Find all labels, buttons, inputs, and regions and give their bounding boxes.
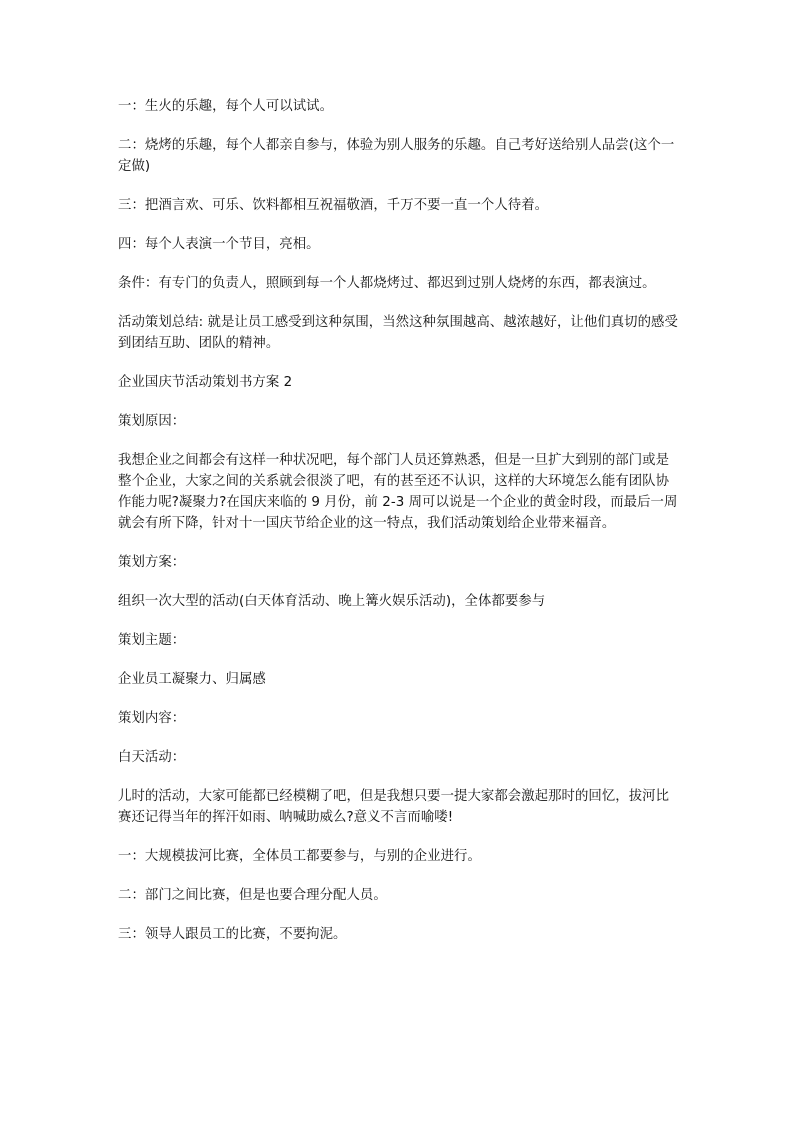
paragraph-bbq-fun: 二：烧烤的乐趣，每个人都亲自参与，体验为别人服务的乐趣。自己考好送给别人品尝(这个一定做)	[118, 138, 675, 174]
paragraph-planning-scheme: 组织一次大型的活动(白天体育活动、晚上篝火娱乐活动)，全体都要参与	[118, 594, 546, 609]
paragraph-planning-reason: 我想企业之间都会有这样一种状况吧，每个部门人员还算熟悉，但是一旦扩大到别的部门或是整个企业，大家之间的关系就会很淡了吧，有的甚至还不认识，这样的大环境怎么能有团队协作能力呢?凝聚力?在国庆来临的 9 月份，前 2-3 周可以说是一个企业的黄金时段，而最后一周就会有所下降，针对十一国庆节给企业的这一特点，我们活动策划给企业带来福音。	[118, 453, 678, 531]
paragraph-fire-fun: 一：生火的乐趣，每个人可以试试。	[118, 99, 334, 114]
paragraph-childhood-activity: 儿时的活动，大家可能都已经模糊了吧，但是我想只要一提大家都会激起那时的回忆，拔河比赛还记得当年的挥汗如雨、呐喊助威么?意义不言而喻喽!	[118, 789, 670, 825]
label-planning-scheme: 策划方案：	[118, 555, 186, 570]
document-body	[118, 96, 678, 963]
label-daytime-activities: 白天活动：	[118, 750, 186, 765]
paragraph-tug-of-war-large: 一：大规模拔河比赛，全体员工都要参与，与别的企业进行。	[118, 849, 481, 864]
paragraph-summary: 活动策划总结: 就是让员工感受到这种氛围，当然这种氛围越高、越浓越好，让他们真切的感受到团结互助、团队的精神。	[118, 315, 678, 351]
paragraph-planning-theme: 企业员工凝聚力、归属感	[118, 672, 266, 687]
section-heading-plan-2: 企业国庆节活动策划书方案 2	[118, 375, 293, 390]
label-planning-reason: 策划原因：	[118, 414, 186, 429]
label-planning-theme: 策划主题：	[118, 633, 186, 648]
paragraph-toast: 三：把酒言欢、可乐、饮料都相互祝福敬酒，千万不要一直一个人待着。	[118, 198, 549, 213]
paragraph-performance: 四：每个人表演一个节目，亮相。	[118, 237, 320, 252]
paragraph-department-match: 二：部门之间比赛，但是也要合理分配人员。	[118, 888, 387, 903]
paragraph-leader-match: 三：领导人跟员工的比赛，不要拘泥。	[118, 927, 347, 942]
paragraph-conditions: 条件：有专门的负责人，照顾到每一个人都烧烤过、都迟到过别人烧烤的东西，都表演过。	[118, 276, 656, 291]
label-planning-content: 策划内容：	[118, 711, 186, 726]
